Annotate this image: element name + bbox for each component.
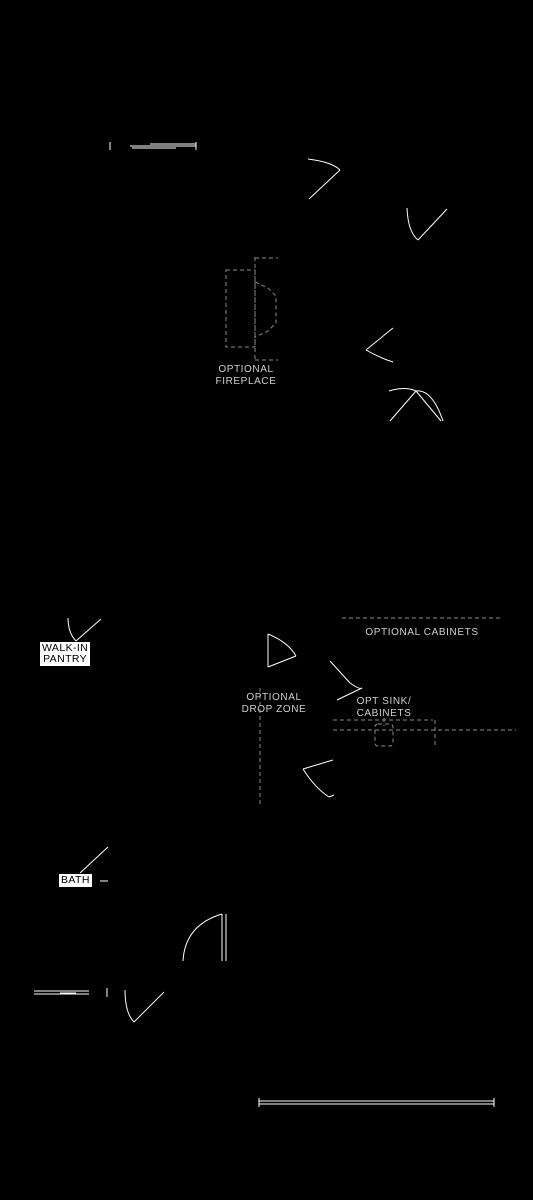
opt-sink-cabinets-line-2: CABINETS xyxy=(356,708,412,719)
door-swing-center-2 xyxy=(330,661,362,700)
walk-in-pantry-line-2: PANTRY xyxy=(43,653,88,665)
door-swing-mid-1 xyxy=(366,328,393,362)
bath-text: BATH xyxy=(61,874,90,886)
optional-drop-zone-label xyxy=(238,692,310,716)
walk-in-pantry-line-1: WALK-IN xyxy=(42,642,89,654)
opt-sink-cabinets-outline xyxy=(333,718,516,748)
optional-fireplace-label xyxy=(213,364,279,388)
optional-fireplace-outline xyxy=(226,257,278,361)
optional-fireplace-line-1: OPTIONAL xyxy=(218,364,274,375)
lower-window xyxy=(34,988,107,997)
large-door-swing xyxy=(183,914,226,961)
door-swing-upper-2 xyxy=(407,208,447,240)
optional-fireplace-line-2: FIREPLACE xyxy=(215,376,277,387)
door-swing-lower-left xyxy=(125,990,164,1022)
optional-cabinets-label xyxy=(360,627,484,639)
top-window xyxy=(110,142,196,150)
walk-in-pantry-tag xyxy=(40,642,90,666)
door-swing-lower-center xyxy=(303,760,334,797)
double-door-swing xyxy=(389,389,443,422)
bath-tag xyxy=(59,874,92,887)
door-swing-center-1 xyxy=(268,634,296,667)
bottom-window xyxy=(259,1098,494,1107)
optional-drop-zone-line-1: OPTIONAL xyxy=(246,692,302,703)
optional-cabinets-text: OPTIONAL CABINETS xyxy=(365,627,479,638)
optional-drop-zone-line-2: DROP ZONE xyxy=(241,704,307,715)
opt-sink-cabinets-label xyxy=(353,696,415,720)
door-swing-upper-1 xyxy=(308,159,340,199)
pantry-door-swing xyxy=(68,618,101,641)
opt-sink-cabinets-line-1: OPT SINK/ xyxy=(356,696,412,707)
